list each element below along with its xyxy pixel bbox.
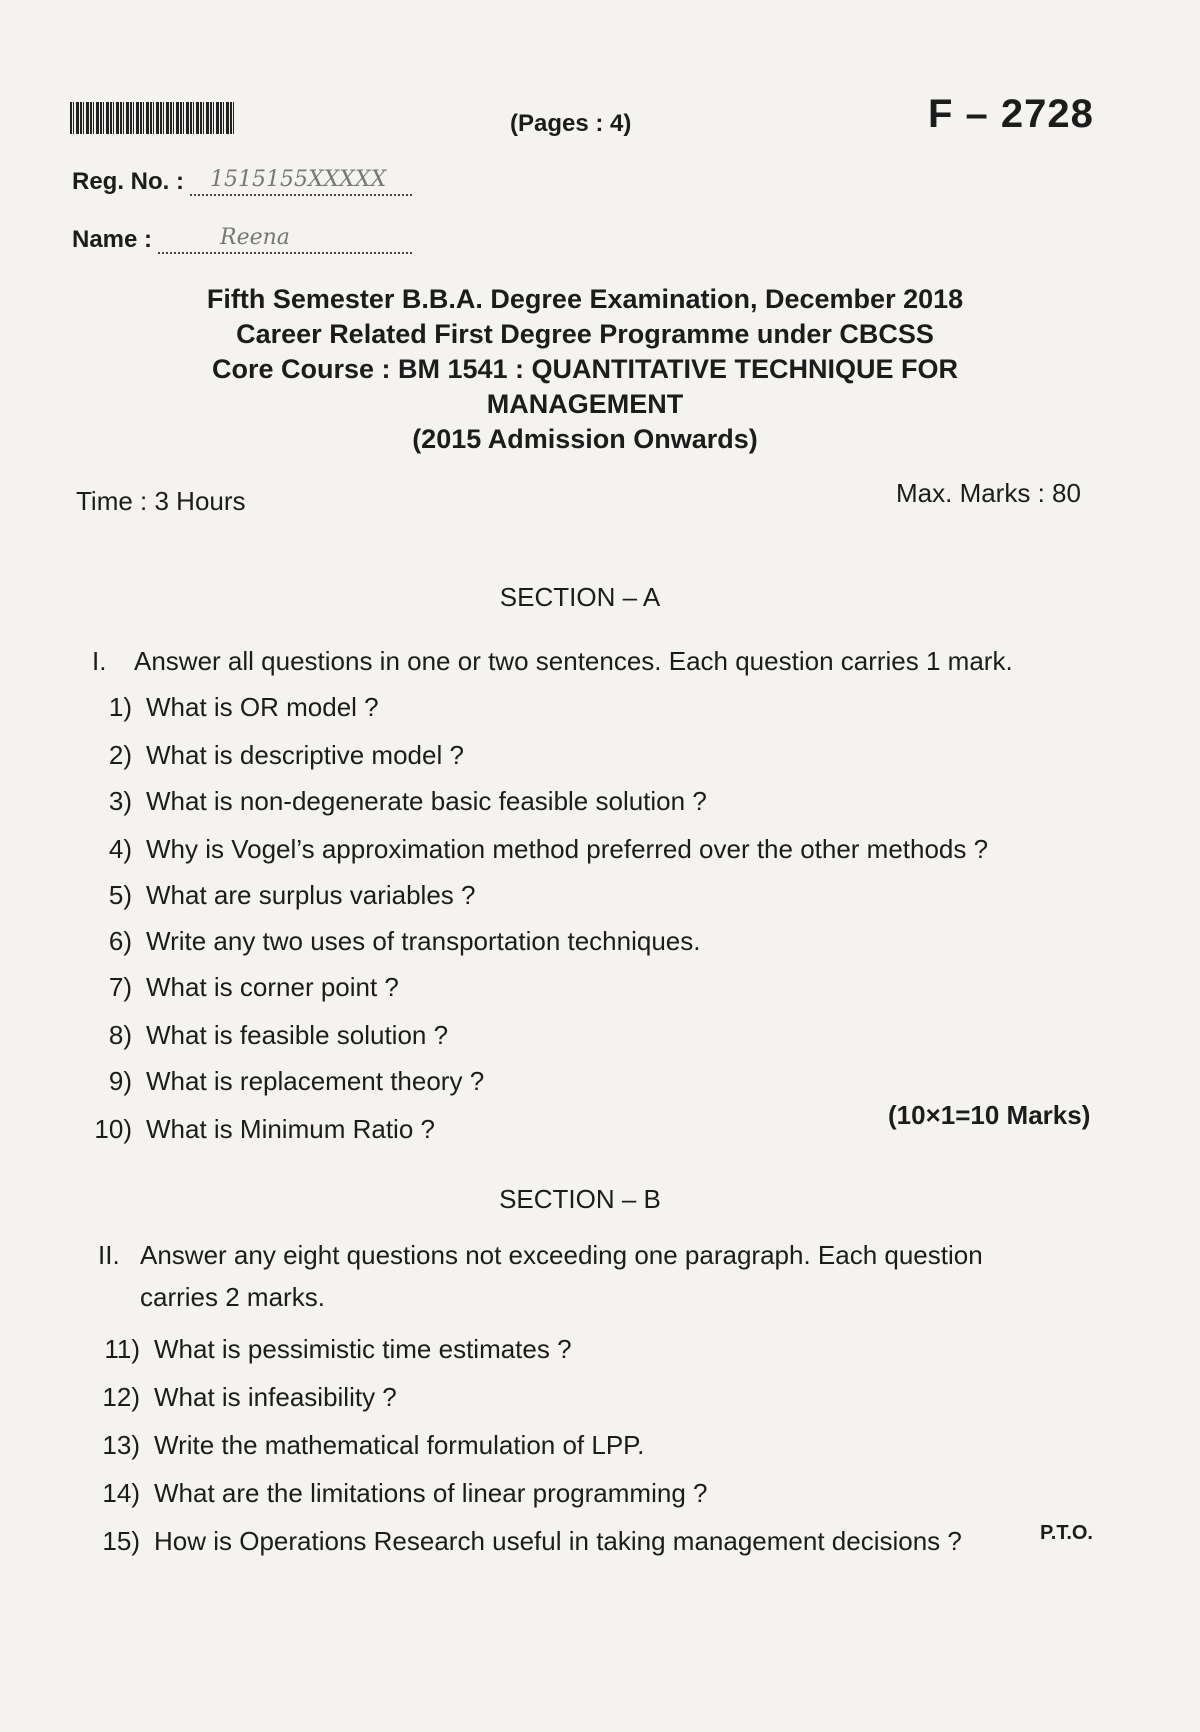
name-label: Name : xyxy=(72,226,153,253)
page-count: (Pages : 4) xyxy=(510,110,632,137)
question: 8) What is feasible solution ? xyxy=(108,1020,449,1050)
question: 3) What is non-degenerate basic feasible solution ? xyxy=(108,786,707,816)
question: 12) What is infeasibility ? xyxy=(102,1382,397,1412)
name-value: Reena xyxy=(220,225,290,250)
time-allowed: Time : 3 Hours xyxy=(76,486,246,516)
section-b-title: SECTION – B xyxy=(499,1184,661,1214)
question: 4) Why is Vogel’s approximation method preferred over the other methods ? xyxy=(108,834,989,864)
pto-label: P.T.O. xyxy=(1040,1522,1093,1544)
name-line xyxy=(158,225,412,254)
section-b-instruction xyxy=(98,1234,1058,1318)
section-a-marks: (10×1=10 Marks) xyxy=(888,1100,1091,1130)
barcode xyxy=(70,102,236,134)
header-line-3: Core Course : BM 1541 : QUANTITATIVE TECHNIQUE FOR xyxy=(211,354,959,384)
section-a-roman: I. xyxy=(92,646,107,676)
reg-no-label: Reg. No. : xyxy=(72,168,184,195)
section-b-instruction-text: Answer any eight questions not exceeding one paragraph. Each question carries 2 marks. xyxy=(140,1240,983,1312)
reg-no-line xyxy=(190,167,412,196)
section-a-instruction xyxy=(92,640,1092,682)
exam-header xyxy=(150,282,1020,457)
name-field xyxy=(72,226,412,254)
question: 2) What is descriptive model ? xyxy=(108,740,464,770)
header-line-1: Fifth Semester B.B.A. Degree Examination, December 2018 xyxy=(206,284,964,314)
question: 11) What is pessimistic time estimates ? xyxy=(104,1334,572,1364)
question: 9) What is replacement theory ? xyxy=(108,1066,485,1096)
section-b-roman: II. xyxy=(98,1240,120,1270)
question: 5) What are surplus variables ? xyxy=(108,880,476,910)
section-a-title: SECTION – A xyxy=(499,582,661,612)
question: 14) What are the limitations of linear programming ? xyxy=(102,1478,708,1508)
paper-code: F – 2728 xyxy=(928,92,1094,136)
reg-no-value: 1515155XXXXX xyxy=(210,167,387,192)
reg-no-field xyxy=(72,168,412,196)
question: 7) What is corner point ? xyxy=(108,972,399,1002)
header-line-2: Career Related First Degree Programme under CBCSS xyxy=(236,319,934,349)
question: 10) What is Minimum Ratio ? xyxy=(94,1114,435,1144)
question: 6) Write any two uses of transportation techniques. xyxy=(108,926,701,956)
header-line-5: (2015 Admission Onwards) xyxy=(412,424,758,454)
question: 13) Write the mathematical formulation of LPP. xyxy=(102,1430,645,1460)
max-marks: Max. Marks : 80 xyxy=(896,478,1081,508)
section-a-instruction-text: Answer all questions in one or two sentences. Each question carries 1 mark. xyxy=(134,646,1013,676)
header-line-4: MANAGEMENT xyxy=(486,389,684,419)
question: 1) What is OR model ? xyxy=(108,692,379,722)
question: 15) How is Operations Research useful in taking management decisions ? xyxy=(102,1526,962,1556)
